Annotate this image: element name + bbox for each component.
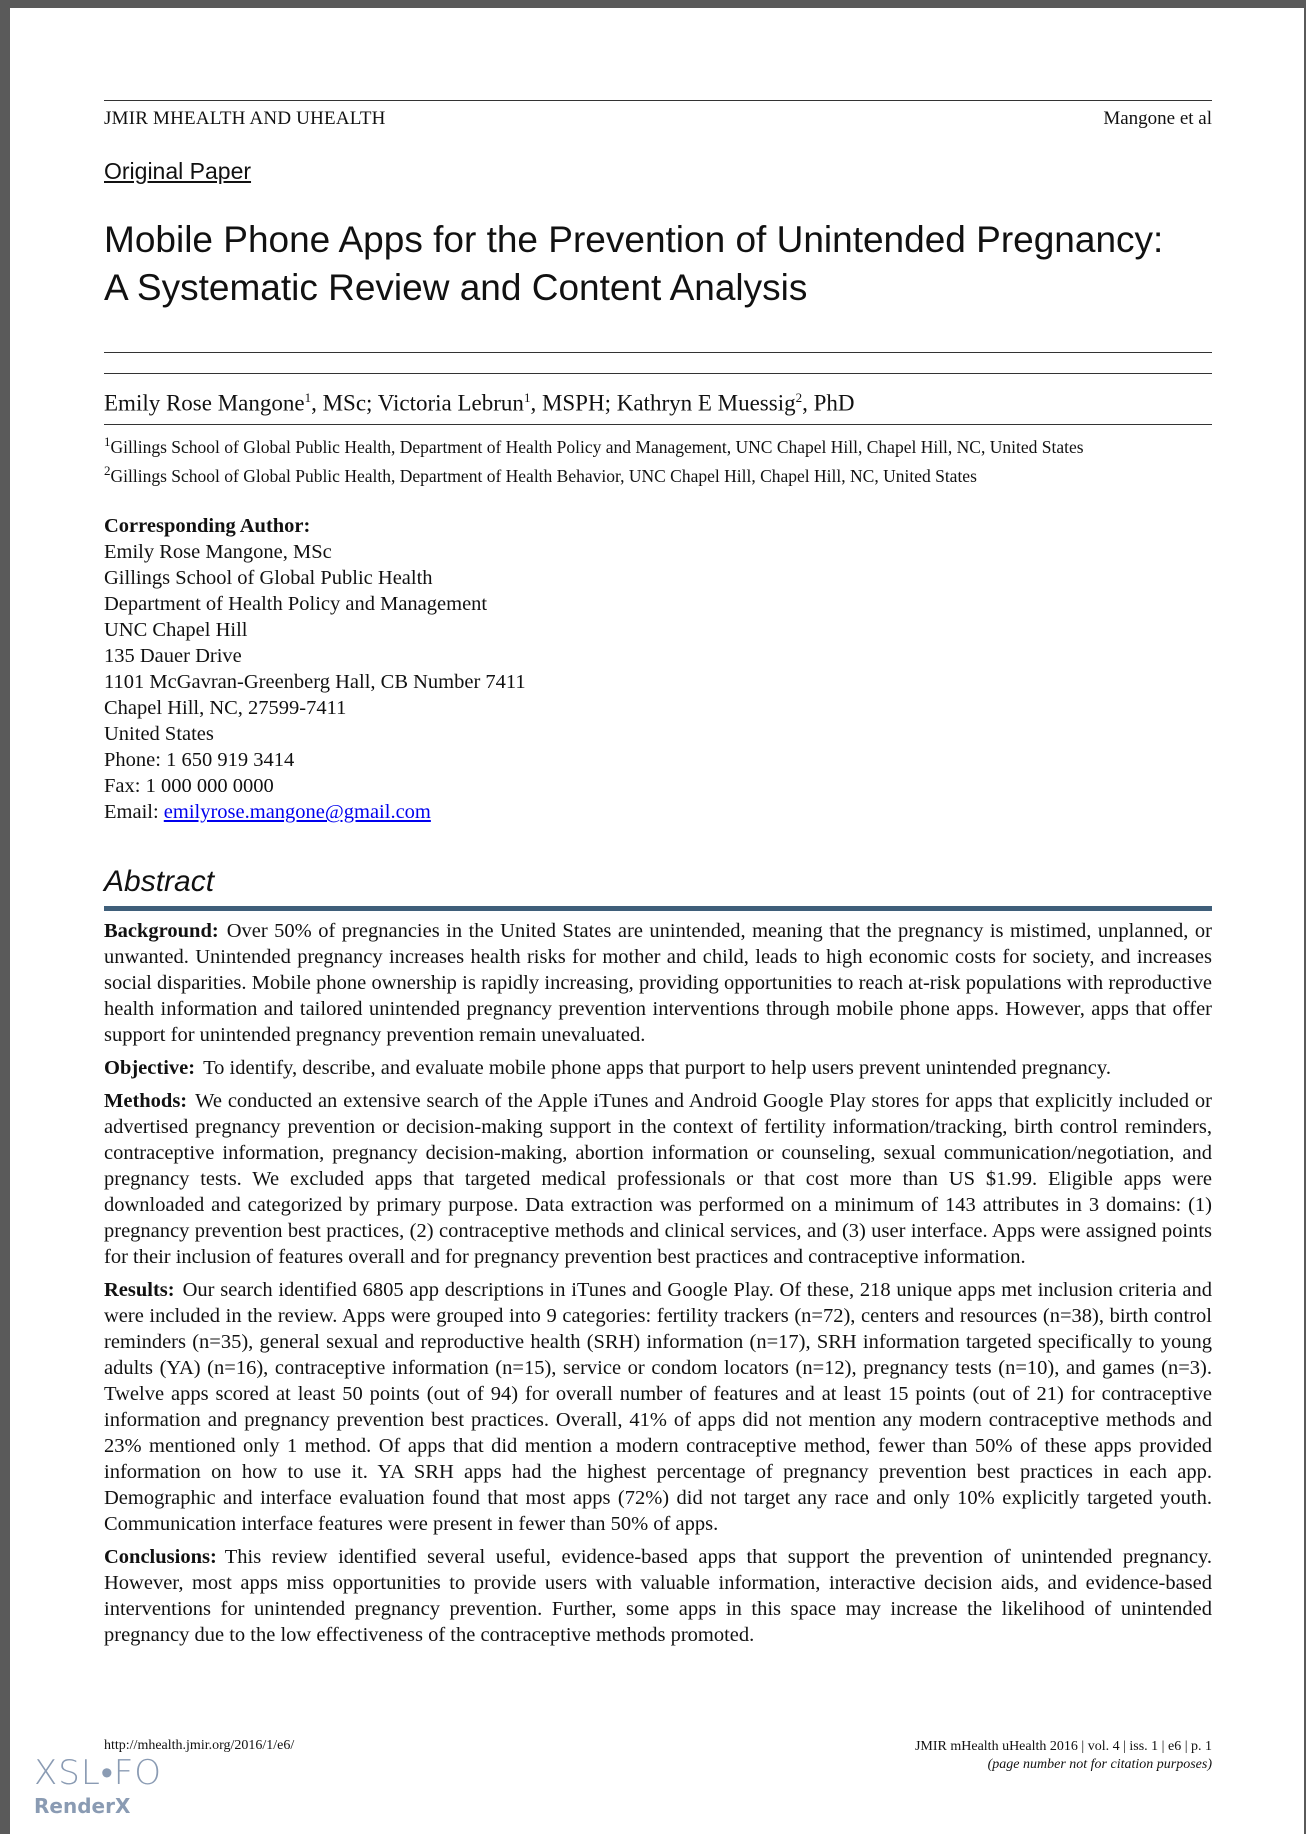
paper-title <box>104 216 1224 312</box>
section-text: Our search identified 6805 app descriptions in iTunes and Google Play. Of these, 218 unique apps met inclusion criteria and were included in the review. Apps were grouped into 9 categories: fertility trackers (n=72), centers and resources (n=38), birth control reminders (n=35), general sexual and reproductive health (SRH) information (n=17), SRH information targeted specifically to young adults (YA) (n=16), contraceptive information (n=15), service or condom locators (n=12), pregnancy tests (n=10), and games (n=3). Twelve apps scored at least 50 points (out of 94) for overall number of features and at least 15 points (out of 21) for contraceptive information and pregnancy prevention best practices. Overall, 41% of apps did not mention any modern contraceptive methods and 23% mentioned only 1 method. Of apps that did mention a modern contraceptive method, fewer than 50% of these apps provided information on how to use it. YA SRH apps had the highest percentage of pregnancy prevention best practices in each app. Demographic and interface evaluation found that most apps (72%) did not target any race and only 10% explicitly targeted youth. Communication interface features were present in fewer than 50% of apps. <box>104 1279 1212 1535</box>
affiliation-text: Gillings School of Global Public Health, Department of Health Policy and Management, UNC Chapel Hill, Chapel Hill, NC, United States <box>110 436 1084 457</box>
abstract-results <box>104 1277 1212 1537</box>
abstract-conclusions <box>104 1544 1212 1648</box>
corresponding-line: UNC Chapel Hill <box>104 619 248 641</box>
author-affil-mark: 2 <box>795 390 803 405</box>
journal-name: JMIR MHEALTH AND UHEALTH <box>104 108 386 129</box>
author-degree: , MSPH; <box>530 390 617 416</box>
section-label: Objective: <box>104 1057 196 1079</box>
section-text: We conducted an extensive search of the Apple iTunes and Android Google Play stores for apps that explicitly included or advertised pregnancy prevention or decision-making support in the context of fertility information/tracking, birth control reminders, contraceptive information, pregnancy decision-making, abortion information or counseling, sexual communication/negotiation, and pregnancy tests. We excluded apps that targeted medical professionals or that cost more than US $1.99. Eligible apps were downloaded and categorized by primary purpose. Data extraction was performed on a minimum of 143 attributes in 3 domains: (1) pregnancy prevention best practices, (2) contraceptive methods and clinical services, and (3) user interface. Apps were assigned points for their inclusion of features overall and for pregnancy prevention best practices and contraceptive information. <box>104 1090 1212 1268</box>
abstract-heading: Abstract <box>104 865 215 898</box>
section-text: This review identified several useful, evidence-based apps that support the prevention of unintended pregnancy. However, most apps miss opportunities to provide users with valuable information, interactive decision aids, and evidence-based interventions for unintended pregnancy prevention. Further, some apps in this space may increase the likelihood of unintended pregnancy due to the low effectiveness of the contraceptive methods promoted. <box>104 1546 1212 1646</box>
author-affil-mark: 1 <box>304 390 312 405</box>
author-affil-mark: 1 <box>523 390 531 405</box>
section-label: Methods: <box>104 1090 188 1112</box>
author-name: Victoria Lebrun <box>377 390 524 416</box>
title-rule-bottom <box>104 373 1212 374</box>
corresponding-line: 135 Dauer Drive <box>104 645 242 667</box>
abstract-body <box>104 918 1212 1655</box>
section-label: Results: <box>104 1279 175 1301</box>
fax-line: Fax: 1 000 000 0000 <box>104 775 274 797</box>
renderx-logo <box>34 1753 163 1818</box>
citation-text: JMIR mHealth uHealth 2016 | vol. 4 | iss. 1 | e6 | p. 1 <box>914 1739 1212 1754</box>
email-link[interactable]: emilyrose.mangone@gmail.com <box>163 801 431 823</box>
authors-rule <box>104 424 1212 425</box>
abstract-objective <box>104 1055 1212 1081</box>
author-degree: , MSc; <box>311 390 378 416</box>
corresponding-line: Department of Health Policy and Management <box>104 593 488 615</box>
author-name: Emily Rose Mangone <box>104 390 305 416</box>
corresponding-author <box>104 513 526 825</box>
abstract-rule <box>104 906 1212 911</box>
title-line-1: Mobile Phone Apps for the Prevention of Unintended Pregnancy: <box>104 219 1164 260</box>
corresponding-label: Corresponding Author: <box>104 515 311 537</box>
author-name: Kathryn E Muessig <box>616 390 796 416</box>
corresponding-line: United States <box>104 723 214 745</box>
corresponding-line: Emily Rose Mangone, MSc <box>104 541 332 563</box>
section-label: Background: <box>104 920 219 942</box>
xslfo-mark: XSL•FO <box>34 1753 163 1793</box>
affiliation-mark: 2 <box>104 463 111 478</box>
paper-type: Original Paper <box>104 158 252 184</box>
header-rule <box>104 100 1212 101</box>
article-url: http://mhealth.jmir.org/2016/1/e6/ <box>104 1738 295 1753</box>
affiliation-mark: 1 <box>104 434 111 449</box>
email-line <box>104 799 526 825</box>
section-text: Over 50% of pregnancies in the United States are unintended, meaning that the pregnancy is mistimed, unplanned, or unwanted. Unintended pregnancy increases health risks for mother and child, leads to high economic costs for society, and increases social disparities. Mobile phone ownership is rapidly increasing, providing opportunities to reach at-risk populations with reproductive health information and tailored unintended pregnancy prevention interventions through mobile phone apps. However, apps that offer support for unintended pregnancy prevention remain unevaluated. <box>104 920 1212 1046</box>
affiliation-2 <box>104 460 977 487</box>
citation-footer <box>915 1738 1212 1774</box>
title-rule-top <box>104 352 1212 353</box>
title-line-2: A Systematic Review and Content Analysis <box>104 267 808 308</box>
renderx-mark: RenderX <box>34 1794 131 1818</box>
section-label: Conclusions: <box>104 1546 217 1568</box>
citation-note: (page number not for citation purposes) <box>987 1757 1212 1772</box>
affiliation-1 <box>104 431 1084 458</box>
abstract-methods <box>104 1088 1212 1270</box>
corresponding-line: 1101 McGavran-Greenberg Hall, CB Number 7411 <box>104 671 526 693</box>
affiliation-text: Gillings School of Global Public Health, Department of Health Behavior, UNC Chapel Hill, Chapel Hill, NC, United States <box>110 465 977 486</box>
paper-page <box>10 8 1304 1834</box>
corresponding-line: Gillings School of Global Public Health <box>104 567 433 589</box>
email-label: Email: <box>104 801 164 823</box>
phone-line: Phone: 1 650 919 3414 <box>104 749 295 771</box>
author-list <box>104 390 855 417</box>
running-author: Mangone et al <box>1103 108 1212 129</box>
corresponding-line: Chapel Hill, NC, 27599-7411 <box>104 697 347 719</box>
section-text: To identify, describe, and evaluate mobile phone apps that purport to help users prevent unintended pregnancy. <box>203 1057 1111 1079</box>
author-degree: , PhD <box>802 390 855 416</box>
abstract-background <box>104 918 1212 1048</box>
